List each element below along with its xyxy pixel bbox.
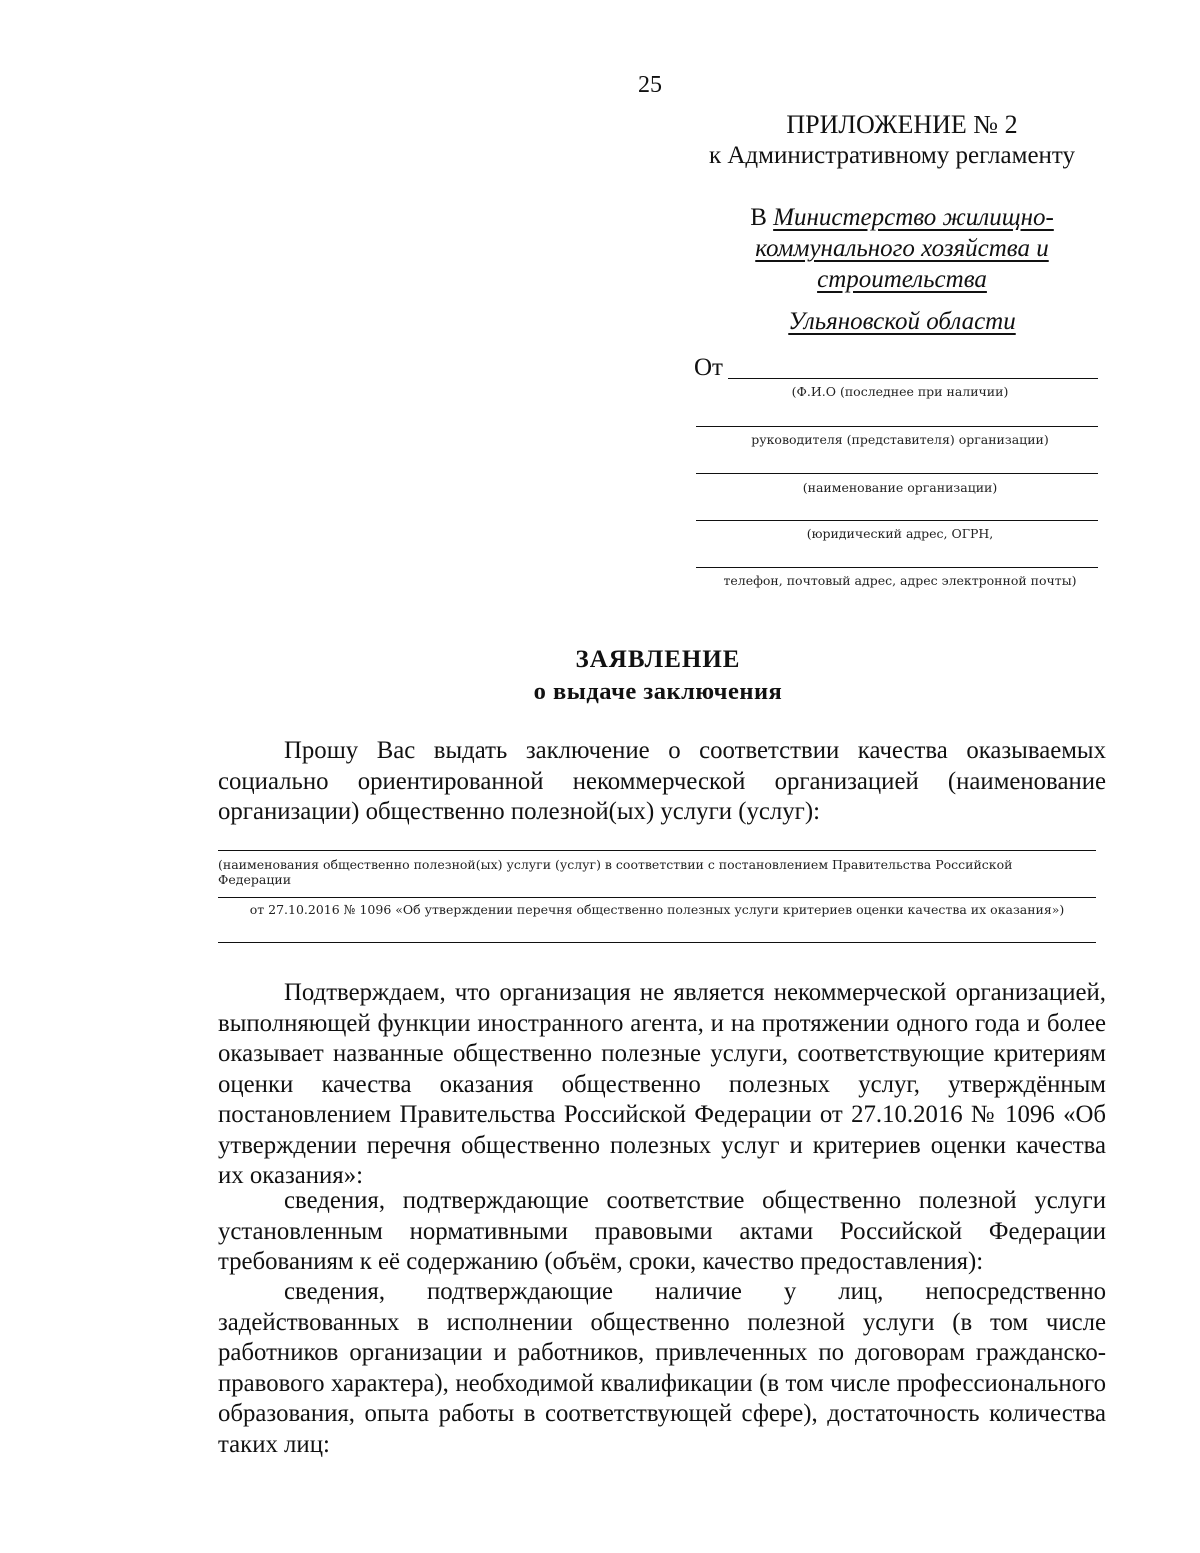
addressee-block bbox=[720, 202, 1084, 295]
from-line-5 bbox=[696, 567, 1098, 568]
from-name-line bbox=[728, 378, 1098, 379]
services-line-3 bbox=[218, 942, 1096, 943]
from-line-4 bbox=[696, 520, 1098, 521]
staff-info-paragraph bbox=[218, 1277, 1106, 1460]
addressee-line-3: строительства bbox=[817, 266, 987, 293]
services-line-2 bbox=[218, 897, 1096, 898]
from-label: От bbox=[694, 354, 723, 381]
request-text: Прошу Вас выдать заключение о соответствии качества оказываемых социально ориентированной некоммерческой организацией (наименование организации) общественно полезной(ых) услуги (услуг): bbox=[218, 737, 1106, 825]
addressee-line-1: Министерство жилищно- bbox=[773, 204, 1054, 231]
addressee-region bbox=[700, 306, 1104, 337]
document-title: ЗАЯВЛЕНИЕ bbox=[575, 646, 741, 673]
from-caption-4: (юридический адрес, ОГРН, bbox=[806, 526, 994, 541]
addressee-line-4: Ульяновской области bbox=[788, 308, 1016, 335]
from-line-2 bbox=[696, 426, 1098, 427]
addressee-line-2: коммунального хозяйства и bbox=[755, 235, 1049, 262]
document-subtitle: о выдаче заключения bbox=[533, 678, 783, 705]
services-line-1 bbox=[218, 850, 1096, 851]
page-number: 25 bbox=[638, 72, 662, 98]
from-caption-2: руководителя (представителя) организации) bbox=[751, 432, 1049, 447]
services-caption-1: (наименования общественно полезной(ых) услуги (услуг) в соответствии с постановлением Правительства Российской Федерации bbox=[218, 857, 1013, 887]
services-caption-2: от 27.10.2016 № 1096 «Об утверждении перечня общественно полезных услуги критериев оценки качества их оказания») bbox=[249, 902, 1065, 917]
addressee-prefix: В bbox=[750, 204, 767, 231]
from-caption-1: (Ф.И.О (последнее при наличии) bbox=[791, 384, 1009, 399]
from-line-3 bbox=[696, 473, 1098, 474]
service-info-text: сведения, подтверждающие соответствие общественно полезной услуги установленным нормативными правовыми актами Российской Федерации требованиям к её содержанию (объём, сроки, качество предоставления): bbox=[218, 1187, 1106, 1275]
staff-info-text: сведения, подтверждающие наличие у лиц, непосредственно задействованных в исполнении общественно полезной услуги (в том числе работников организации и работников, привлеченных по договорам гражданско-правового характера), необходимой квалификации (в том числе профессионального образования, опыта работы в соответствующей сфере), достаточность количества таких лиц: bbox=[218, 1278, 1106, 1458]
from-caption-5: телефон, почтовый адрес, адрес электронной почты) bbox=[723, 573, 1077, 588]
appendix-title: ПРИЛОЖЕНИЕ № 2 bbox=[786, 110, 1018, 139]
service-info-paragraph bbox=[218, 1186, 1106, 1278]
confirmation-text: Подтверждаем, что организация не является некоммерческой организацией, выполняющей функции иностранного агента, и на протяжении одного года и более оказывает названные общественно полезные услуги, соответствующие критериям оценки качества оказания общественно полезных услуг, утверждённым постановлением Правительства Российской Федерации от 27.10.2016 № 1096 «Об утверждении перечня общественно полезных услуг и критериев оценки качества их оказания»: bbox=[218, 979, 1106, 1189]
confirmation-paragraph bbox=[218, 978, 1106, 1192]
appendix-subtitle: к Административному регламенту bbox=[708, 142, 1076, 169]
from-caption-3: (наименование организации) bbox=[802, 480, 998, 495]
request-paragraph bbox=[218, 736, 1106, 828]
